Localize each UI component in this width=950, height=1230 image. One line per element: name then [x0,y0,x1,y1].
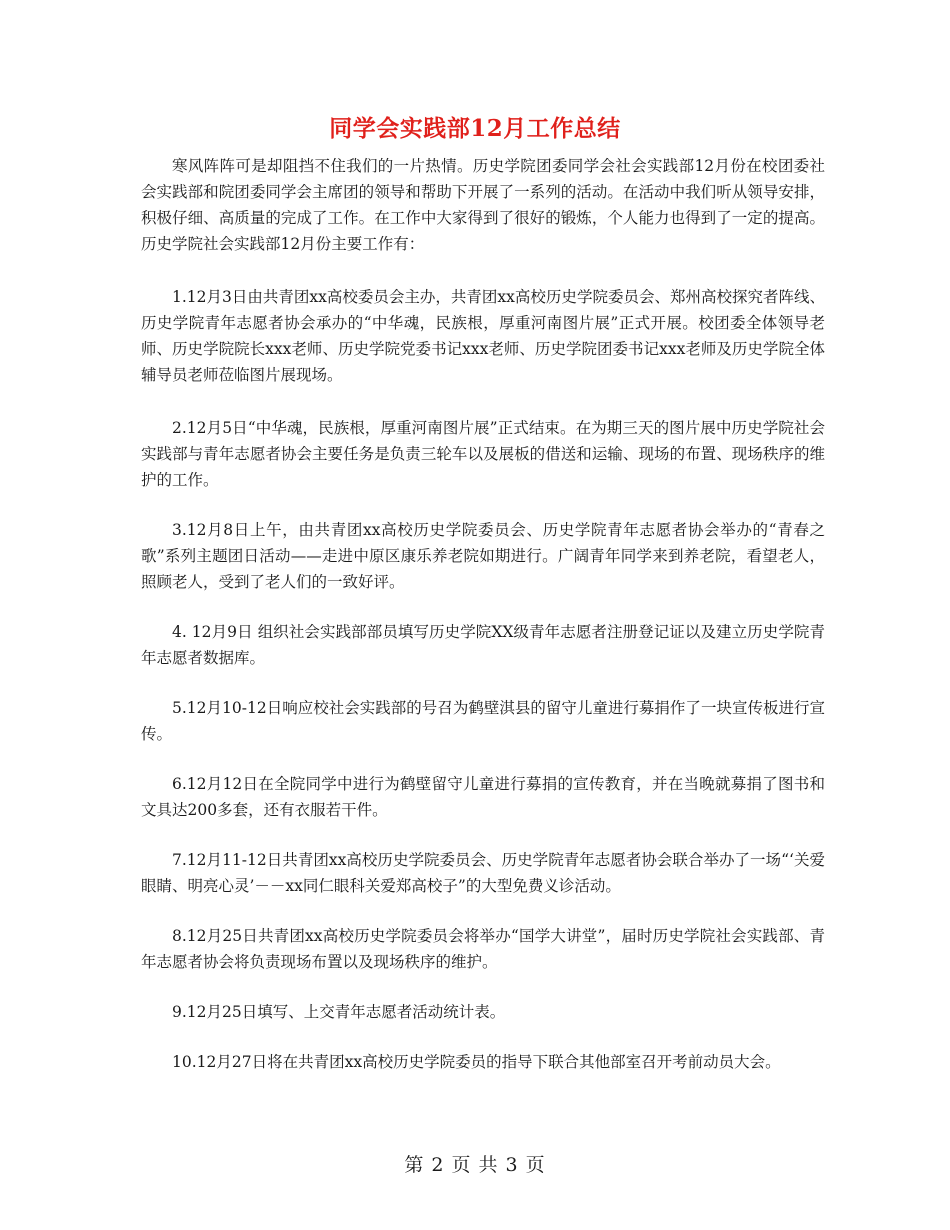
list-item-10: 10.12月27日将在共青团xx高校历史学院委员的指导下联合其他部室召开考前动员大会。 [172,1053,781,1071]
list-item-8: 8.12月25日共青团xx高校历史学院委员会将举办“国学大讲堂”，届时历史学院社会实践部、青年志愿者协会将负责现场布置以及现场秩序的维护。 [141,927,825,971]
list-item-5: 5.12月10-12日响应校社会实践部的号召为鹤壁淇县的留守儿童进行募捐作了一块宣传板进行宣传。 [141,699,825,743]
intro-paragraph: 寒风阵阵可是却阻挡不住我们的一片热情。历史学院团委同学会社会实践部12月份在校团委社会实践部和院团委同学会主席团的领导和帮助下开展了一系列的活动。在活动中我们听从领导安排，积极仔细、高质量的完成了工作。在工作中大家得到了很好的锻炼，个人能力也得到了一定的提高。历史学院社会实践部12月份主要工作有： [141,157,825,253]
list-item-2: 2.12月5日“中华魂，民族根，厚重河南图片展”正式结束。在为期三天的图片展中历史学院社会实践部与青年志愿者协会主要任务是负责三轮车以及展板的借送和运输、现场的布置、现场秩序的维护的工作。 [141,419,825,489]
list-item-6: 6.12月12日在全院同学中进行为鹤壁留守儿童进行募捐的宣传教育，并在当晚就募捐了图书和文具达200多套，还有衣服若干件。 [141,775,825,819]
list-item-4: 4. 12月9日 组织社会实践部部员填写历史学院XX级青年志愿者注册登记证以及建立历史学院青年志愿者数据库。 [141,623,825,667]
page-number-footer: 第 2 页 共 3 页 [404,1154,546,1176]
list-item-3: 3.12月8日上午，由共青团xx高校历史学院委员会、历史学院青年志愿者协会举办的“青春之歌”系列主题团日活动——走进中原区康乐养老院如期进行。广阔青年同学来到养老院，看望老人，照顾老人，受到了老人们的一致好评。 [141,521,825,591]
document-body [141,153,825,1075]
document-title: 同学会实践部12月工作总结 [329,115,621,142]
list-item-1: 1.12月3日由共青团xx高校委员会主办，共青团xx高校历史学院委员会、郑州高校探究者阵线、历史学院青年志愿者协会承办的“中华魂，民族根，厚重河南图片展”正式开展。校团委全体领导老师、历史学院院长xxx老师、历史学院党委书记xxx老师、历史学院团委书记xxx老师及历史学院全体辅导员老师莅临图片展现场。 [141,288,825,384]
list-item-9: 9.12月25日填写、上交青年志愿者活动统计表。 [172,1003,506,1021]
list-item-7: 7.12月11-12日共青团xx高校历史学院委员会、历史学院青年志愿者协会联合举办了一场“‘关爱眼睛、明亮心灵’－－xx同仁眼科关爱郑高校子”的大型免费义诊活动。 [141,851,825,895]
